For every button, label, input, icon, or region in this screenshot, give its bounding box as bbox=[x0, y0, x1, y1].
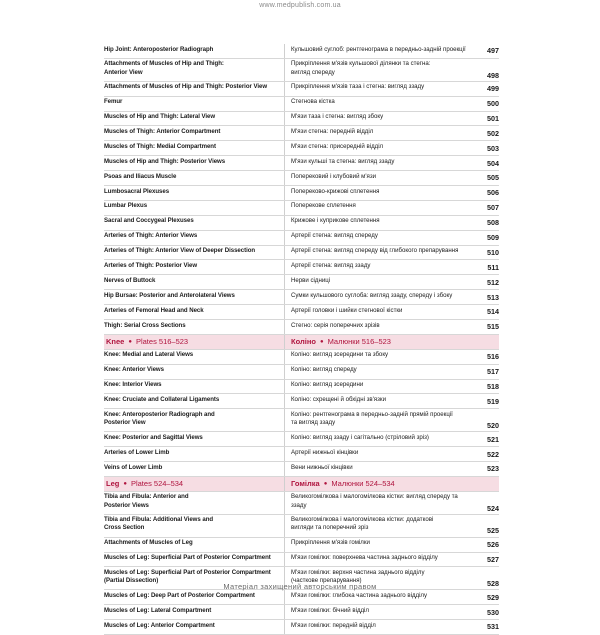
entry-title-en: Lumbosacral Plexuses bbox=[104, 187, 170, 195]
entry-title-en: Sacral and Coccygeal Plexuses bbox=[104, 217, 194, 225]
page-number: 516 bbox=[487, 352, 499, 362]
entry-title-ua: Коліно: схрещені й обхідні зв'язки bbox=[284, 394, 476, 408]
entry-title-ua: М'язи таза і стегна: вигляд збоку bbox=[284, 112, 476, 126]
page-number: 509 bbox=[487, 233, 499, 243]
page-number: 505 bbox=[487, 173, 499, 183]
bullet-icon: ● bbox=[123, 480, 127, 487]
entry-title-en: Arteries of Thigh: Posterior View bbox=[104, 261, 198, 269]
page-number: 511 bbox=[487, 262, 499, 272]
table-of-contents bbox=[104, 44, 499, 635]
bullet-icon: ● bbox=[319, 338, 324, 345]
page-number: 497 bbox=[487, 46, 499, 56]
entry-title-ua: Поперекове сплетення bbox=[284, 201, 476, 215]
page-number: 514 bbox=[487, 307, 499, 317]
entry-title-ua: Стегнова кістка bbox=[284, 97, 476, 111]
page-number: 521 bbox=[487, 434, 499, 444]
entry-title-ua: Коліно: вигляд зсередини bbox=[284, 380, 476, 394]
toc-row bbox=[104, 275, 499, 290]
entry-title-en: Muscles of Leg: Superficial Part of Posterior Compartment (Partial Dissection) bbox=[104, 568, 271, 585]
page-number: 508 bbox=[487, 218, 499, 228]
section-title-ua: Коліно ● Малюнки 516–523 bbox=[284, 335, 476, 349]
toc-row bbox=[104, 44, 499, 59]
toc-row bbox=[104, 365, 499, 380]
toc-row bbox=[104, 156, 499, 171]
toc-row bbox=[104, 260, 499, 275]
page-number: 520 bbox=[487, 421, 499, 431]
entry-title-en: Attachments of Muscles of Leg bbox=[104, 539, 193, 547]
section-title-en: Knee ● Plates 516–523 bbox=[106, 337, 189, 347]
entry-title-ua: Нерви сідниці bbox=[284, 275, 476, 289]
entry-title-ua: Крижове і куприкове сплетення bbox=[284, 216, 476, 230]
entry-title-ua: М'язи гомілки: верхня частина заднього відділу (часткове препарування) bbox=[284, 567, 476, 589]
toc-row bbox=[104, 447, 499, 462]
entry-title-en: Femur bbox=[104, 98, 123, 106]
entry-title-ua: М'язи гомілки: поверхнева частина заднього відділу bbox=[284, 553, 476, 567]
toc-row bbox=[104, 216, 499, 231]
page-number: 507 bbox=[487, 203, 499, 213]
page-number: 499 bbox=[487, 84, 499, 94]
entry-title-ua: Великогомілкова і малогомілкова кістки: додаткові вигляди та поперечний зріз bbox=[284, 515, 476, 537]
page-number: 501 bbox=[487, 113, 499, 123]
toc-row bbox=[104, 141, 499, 156]
entry-title-ua: Артерії стегна: вигляд ззаду bbox=[284, 260, 476, 274]
entry-title-en: Lumbar Plexus bbox=[104, 202, 148, 210]
page-number: 513 bbox=[487, 292, 499, 302]
entry-title-en: Arteries of Femoral Head and Neck bbox=[104, 306, 204, 314]
entry-title-ua: Артерії головки і шийки стегнової кістки bbox=[284, 305, 476, 319]
toc-row bbox=[104, 305, 499, 320]
toc-row bbox=[104, 432, 499, 447]
toc-row bbox=[104, 590, 499, 605]
toc-row bbox=[104, 97, 499, 112]
entry-title-ua: Вени нижньої кінцівки bbox=[284, 462, 476, 476]
section-header bbox=[104, 335, 499, 350]
section-header bbox=[104, 477, 499, 492]
entry-title-en: Knee: Posterior and Sagittal Views bbox=[104, 433, 203, 441]
toc-row bbox=[104, 492, 499, 515]
entry-title-en: Muscles of Leg: Lateral Compartment bbox=[104, 606, 212, 614]
page-number: 523 bbox=[487, 464, 499, 474]
entry-title-en: Muscles of Thigh: Medial Compartment bbox=[104, 142, 216, 150]
page-number: 515 bbox=[487, 322, 499, 332]
entry-title-en: Nerves of Buttock bbox=[104, 276, 156, 284]
entry-title-en: Tibia and Fibula: Additional Views and Cross Section bbox=[104, 516, 214, 532]
page-number: 525 bbox=[487, 526, 499, 536]
entry-title-ua: М'язи гомілки: глибока частина заднього відділу bbox=[284, 590, 476, 604]
page-number: 504 bbox=[487, 158, 499, 168]
toc-row bbox=[104, 553, 499, 568]
page-number: 527 bbox=[487, 554, 499, 564]
entry-title-ua: Артерії стегна: вигляд спереду bbox=[284, 231, 476, 245]
page-number: 518 bbox=[487, 381, 499, 391]
entry-title-ua: Коліно: рентгенограма в передньо-задній прямій проекції та вигляд ззаду bbox=[284, 409, 476, 431]
entry-title-ua: М'язи кульші та стегна: вигляд ззаду bbox=[284, 156, 476, 170]
section-title-en: Leg ● Plates 524–534 bbox=[106, 479, 184, 489]
entry-title-ua: Кульшовий суглоб: рентгенограма в передньо-задній проекції bbox=[284, 44, 476, 58]
toc-row bbox=[104, 186, 499, 201]
entry-title-en: Muscles of Hip and Thigh: Lateral View bbox=[104, 113, 216, 121]
page-number: 524 bbox=[487, 503, 499, 513]
page-number: 530 bbox=[487, 607, 499, 617]
entry-title-en: Muscles of Hip and Thigh: Posterior Views bbox=[104, 157, 226, 165]
toc-row bbox=[104, 515, 499, 538]
entry-title-ua: М'язи гомілки: бічний відділ bbox=[284, 605, 476, 619]
entry-title-en: Psoas and Iliacus Muscle bbox=[104, 172, 177, 180]
entry-title-en: Veins of Lower Limb bbox=[104, 463, 163, 471]
page-number: 519 bbox=[487, 396, 499, 406]
entry-title-en: Hip Bursae: Posterior and Anterolateral Views bbox=[104, 291, 235, 299]
entry-title-en: Knee: Interior Views bbox=[104, 381, 162, 389]
entry-title-ua: Коліно: вигляд ззаду і сагітально (стріловий зріз) bbox=[284, 432, 476, 446]
entry-title-ua: М'язи стегна: передній відділ bbox=[284, 126, 476, 140]
toc-row bbox=[104, 350, 499, 365]
site-url: www.medpublish.com.ua bbox=[259, 2, 341, 9]
toc-row bbox=[104, 246, 499, 261]
entry-title-ua: Прикріплення м'язів кульшової ділянки та стегна: вигляд спереду bbox=[284, 59, 476, 81]
entry-title-en: Attachments of Muscles of Hip and Thigh: Anterior View bbox=[104, 60, 224, 76]
entry-title-ua: Великогомілкова і малогомілкова кістки: вигляд спереду та ззаду bbox=[284, 492, 476, 514]
bullet-icon: ● bbox=[128, 338, 132, 345]
toc-row bbox=[104, 380, 499, 395]
toc-row bbox=[104, 171, 499, 186]
toc-row bbox=[104, 394, 499, 409]
entry-title-en: Hip Joint: Anteroposterior Radiograph bbox=[104, 45, 214, 53]
toc-row bbox=[104, 620, 499, 635]
toc-row bbox=[104, 59, 499, 82]
toc-row bbox=[104, 290, 499, 305]
page-number: 500 bbox=[487, 99, 499, 109]
entry-title-en: Attachments of Muscles of Hip and Thigh: Posterior View bbox=[104, 83, 268, 91]
entry-title-en: Knee: Anteroposterior Radiograph and Posterior View bbox=[104, 410, 215, 427]
entry-title-ua: М'язи гомілки: передній відділ bbox=[284, 620, 476, 634]
entry-title-ua: Попереково-крижові сплетення bbox=[284, 186, 476, 200]
bullet-icon: ● bbox=[323, 480, 328, 487]
toc-row bbox=[104, 462, 499, 477]
entry-title-en: Tibia and Fibula: Anterior and Posterior Views bbox=[104, 493, 189, 509]
page-number: 502 bbox=[487, 128, 499, 138]
entry-title-ua: Сумки кульшового суглоба: вигляд ззаду, спереду і збоку bbox=[284, 290, 476, 304]
toc-row bbox=[104, 538, 499, 553]
toc-row bbox=[104, 126, 499, 141]
page-number: 531 bbox=[487, 622, 499, 632]
entry-title-en: Arteries of Thigh: Anterior Views bbox=[104, 232, 198, 240]
page-number: 506 bbox=[487, 188, 499, 198]
entry-title-en: Knee: Anterior Views bbox=[104, 366, 164, 374]
page-number: 526 bbox=[487, 539, 499, 549]
page-number: 512 bbox=[487, 277, 499, 287]
page-number: 517 bbox=[487, 367, 499, 377]
page-number: 510 bbox=[487, 247, 499, 257]
copyright-watermark: Матеріал захищений авторським правом bbox=[223, 582, 377, 591]
entry-title-en: Muscles of Leg: Deep Part of Posterior Compartment bbox=[104, 591, 255, 599]
page-number: 529 bbox=[487, 592, 499, 602]
toc-row bbox=[104, 320, 499, 335]
entry-title-en: Muscles of Thigh: Anterior Compartment bbox=[104, 127, 221, 135]
entry-title-en: Muscles of Leg: Superficial Part of Posterior Compartment bbox=[104, 554, 271, 561]
entry-title-en: Thigh: Serial Cross Sections bbox=[104, 321, 186, 329]
entry-title-en: Knee: Medial and Lateral Views bbox=[104, 351, 194, 359]
toc-row bbox=[104, 231, 499, 246]
entry-title-ua: М'язи стегна: присередній відділ bbox=[284, 141, 476, 155]
toc-row bbox=[104, 112, 499, 127]
toc-row bbox=[104, 82, 499, 97]
section-title-ua: Гомілка ● Малюнки 524–534 bbox=[284, 477, 476, 491]
entry-title-en: Arteries of Lower Limb bbox=[104, 448, 170, 456]
entry-title-ua: Прикріплення м'язів таза і стегна: вигляд ззаду bbox=[284, 82, 476, 96]
entry-title-ua: Коліно: вигляд спереду bbox=[284, 365, 476, 379]
entry-title-ua: Поперековий і клубовий м'язи bbox=[284, 171, 476, 185]
entry-title-en: Muscles of Leg: Anterior Compartment bbox=[104, 621, 215, 629]
page-number: 503 bbox=[487, 143, 499, 153]
page-number: 498 bbox=[487, 70, 499, 80]
entry-title-en: Knee: Cruciate and Collateral Ligaments bbox=[104, 395, 220, 403]
page-number: 528 bbox=[487, 579, 499, 589]
entry-title-ua: Прикріплення м'язів гомілки bbox=[284, 538, 476, 552]
entry-title-ua: Артерії стегна: вигляд спереду від глибокого препарування bbox=[284, 246, 476, 260]
entry-title-ua: Стегно: серія поперечних зрізів bbox=[284, 320, 476, 334]
page-number: 522 bbox=[487, 449, 499, 459]
entry-title-ua: Артерії нижньої кінцівки bbox=[284, 447, 476, 461]
entry-title-en: Arteries of Thigh: Anterior View of Deeper Dissection bbox=[104, 247, 256, 255]
entry-title-ua: Коліно: вигляд зсередини та збоку bbox=[284, 350, 476, 364]
toc-row bbox=[104, 201, 499, 216]
toc-row bbox=[104, 605, 499, 620]
toc-row bbox=[104, 409, 499, 432]
